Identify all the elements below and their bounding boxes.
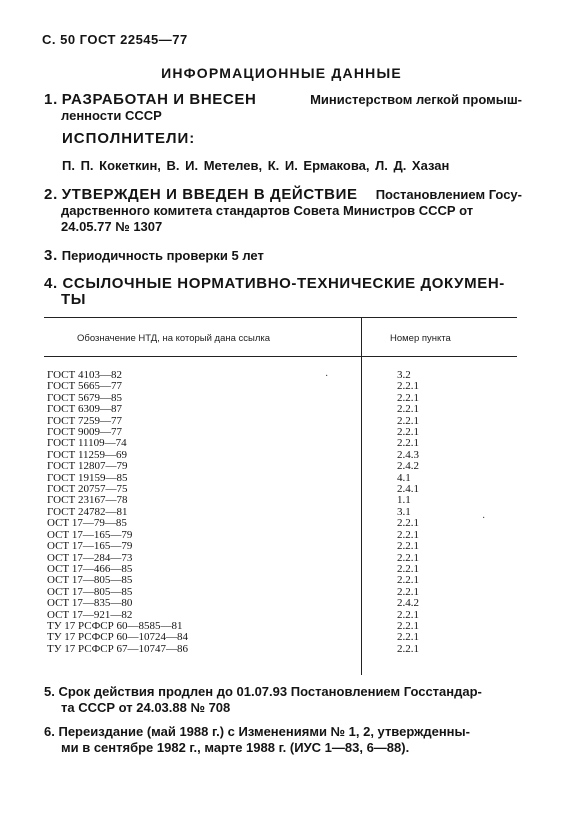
clause-number: 2.4.1 bbox=[397, 483, 419, 496]
ntd-designation: ТУ 17 РСФСР 60—10724—84 bbox=[47, 631, 188, 644]
clause-number: 2.2.1 bbox=[397, 631, 419, 644]
item-4-line1: ССЫЛОЧНЫЕ НОРМАТИВНО-ТЕХНИЧЕСКИЕ ДОКУМЕН- bbox=[62, 275, 505, 292]
item-1-rest: Министерством легкой промыш- bbox=[310, 92, 522, 107]
performers-names: П. П. Кокеткин, В. И. Метелев, К. И. Ермакова, Л. Д. Хазан bbox=[62, 158, 450, 173]
item-6-line1: Переиздание (май 1988 г.) с Изменениями № 1, 2, утвержденны- bbox=[58, 724, 470, 739]
ntd-designation: ГОСТ 24782—81 bbox=[47, 505, 128, 518]
ntd-designation: ОСТ 17—805—85 bbox=[47, 585, 133, 598]
clause-number: 2.4.2 bbox=[397, 460, 419, 473]
ntd-designation: ГОСТ 11259—69 bbox=[47, 448, 128, 461]
clause-number: 3.2 bbox=[397, 369, 411, 381]
table-row bbox=[47, 575, 419, 586]
ntd-designation: ОСТ 17—466—85 bbox=[47, 562, 133, 575]
table-header-rule bbox=[44, 356, 517, 357]
item-5-line1: Срок действия продлен до 01.07.93 Постановлением Госстандар- bbox=[58, 684, 482, 699]
ntd-designation: ГОСТ 9009—77 bbox=[47, 426, 122, 439]
ntd-designation: ОСТ 17—835—80 bbox=[47, 597, 133, 610]
ntd-designation: ОСТ 17—284—73 bbox=[47, 551, 133, 564]
item-5-line2: та СССР от 24.03.88 № 708 bbox=[61, 700, 231, 715]
item-6 bbox=[44, 724, 522, 756]
ntd-designation: ОСТ 17—921—82 bbox=[47, 608, 133, 621]
ntd-designation: ГОСТ 4103—82 bbox=[47, 369, 122, 381]
item-5 bbox=[44, 684, 522, 716]
ntd-designation: ГОСТ 19159—85 bbox=[47, 471, 128, 484]
item-3-text: Периодичность проверки 5 лет bbox=[61, 248, 264, 263]
item-2-rest: Постановлением Госу- bbox=[375, 187, 522, 202]
table-header-clause: Номер пункта bbox=[390, 333, 451, 344]
table-row bbox=[47, 598, 419, 609]
ntd-designation: ГОСТ 20757—75 bbox=[47, 483, 128, 496]
ntd-designation: ТУ 17 РСФСР 67—10747—86 bbox=[47, 642, 188, 655]
item-3 bbox=[44, 248, 522, 264]
item-1-number: 1. bbox=[44, 91, 59, 108]
clause-number: 2.2.1 bbox=[397, 380, 419, 393]
clause-number: 2.2.1 bbox=[397, 391, 419, 404]
item-4-number: 4. bbox=[44, 275, 58, 292]
clause-number: 2.2.1 bbox=[397, 619, 419, 632]
item-3-number: 3. bbox=[44, 247, 59, 264]
clause-number: 2.2.1 bbox=[397, 528, 419, 541]
clause-number: 2.2.1 bbox=[397, 585, 419, 598]
ntd-designation: ГОСТ 7259—77 bbox=[47, 414, 122, 427]
table-row bbox=[47, 518, 419, 529]
table-row bbox=[47, 461, 419, 472]
table-top-rule bbox=[44, 317, 517, 318]
ntd-designation: ГОСТ 6309—87 bbox=[47, 403, 122, 416]
clause-number: 4.1 bbox=[397, 471, 411, 484]
table-row bbox=[47, 541, 419, 552]
clause-number: 2.2.1 bbox=[397, 517, 419, 530]
ntd-designation: ГОСТ 5665—77 bbox=[47, 380, 122, 393]
item-2-lead: УТВЕРЖДЕН И ВВЕДЕН В ДЕЙСТВИЕ bbox=[61, 186, 358, 203]
clause-number: 2.2.1 bbox=[397, 437, 419, 450]
item-2 bbox=[44, 187, 522, 235]
item-2-line2: дарственного комитета стандартов Совета Министров СССР от bbox=[61, 203, 474, 218]
item-6-number: 6. bbox=[44, 724, 55, 739]
item-2-number: 2. bbox=[44, 186, 59, 203]
table-row bbox=[47, 404, 419, 415]
clause-number: 2.2.1 bbox=[397, 540, 419, 553]
item-4 bbox=[44, 276, 522, 308]
table-row bbox=[47, 644, 419, 655]
ntd-designation: ОСТ 17—805—85 bbox=[47, 574, 133, 587]
clause-number: 2.2.1 bbox=[397, 426, 419, 439]
clause-number: 3.1 bbox=[397, 505, 411, 518]
clause-number: 2.2.1 bbox=[397, 403, 419, 416]
item-4-line2: ТЫ bbox=[61, 291, 87, 308]
item-2-line3: 24.05.77 № 1307 bbox=[61, 219, 163, 234]
clause-number: 2.4.3 bbox=[397, 448, 419, 461]
page-header: С. 50 ГОСТ 22545—77 bbox=[42, 32, 188, 47]
item-5-number: 5. bbox=[44, 684, 55, 699]
item-1-lead: РАЗРАБОТАН И ВНЕСЕН bbox=[61, 91, 257, 108]
stray-mark: · bbox=[482, 513, 486, 524]
item-1-line2: ленности СССР bbox=[61, 108, 162, 123]
ntd-designation: ТУ 17 РСФСР 60—8585—81 bbox=[47, 619, 183, 632]
references-table bbox=[47, 370, 419, 655]
stray-mark: · bbox=[325, 371, 329, 382]
ntd-designation: ГОСТ 5679—85 bbox=[47, 391, 122, 404]
ntd-designation: ГОСТ 12807—79 bbox=[47, 460, 128, 473]
clause-number: 1.1 bbox=[397, 494, 411, 507]
performers-title: ИСПОЛНИТЕЛИ: bbox=[62, 130, 196, 147]
clause-number: 2.2.1 bbox=[397, 414, 419, 427]
ntd-designation: ГОСТ 23167—78 bbox=[47, 494, 128, 507]
section-title: ИНФОРМАЦИОННЫЕ ДАННЫЕ bbox=[161, 65, 402, 81]
clause-number: 2.2.1 bbox=[397, 608, 419, 621]
clause-number: 2.4.2 bbox=[397, 597, 419, 610]
ntd-designation: ОСТ 17—165—79 bbox=[47, 528, 133, 541]
item-1 bbox=[44, 92, 522, 124]
clause-number: 2.2.1 bbox=[397, 551, 419, 564]
clause-number: 2.2.1 bbox=[397, 562, 419, 575]
ntd-designation: ГОСТ 11109—74 bbox=[47, 437, 127, 450]
item-6-line2: ми в сентябре 1982 г., марте 1988 г. (ИУС 1—83, 6—88). bbox=[61, 740, 410, 755]
clause-number: 2.2.1 bbox=[397, 642, 419, 655]
clause-number: 2.2.1 bbox=[397, 574, 419, 587]
ntd-designation: ОСТ 17—79—85 bbox=[47, 517, 127, 530]
table-header-designation: Обозначение НТД, на который дана ссылка bbox=[77, 333, 271, 344]
ntd-designation: ОСТ 17—165—79 bbox=[47, 540, 133, 553]
